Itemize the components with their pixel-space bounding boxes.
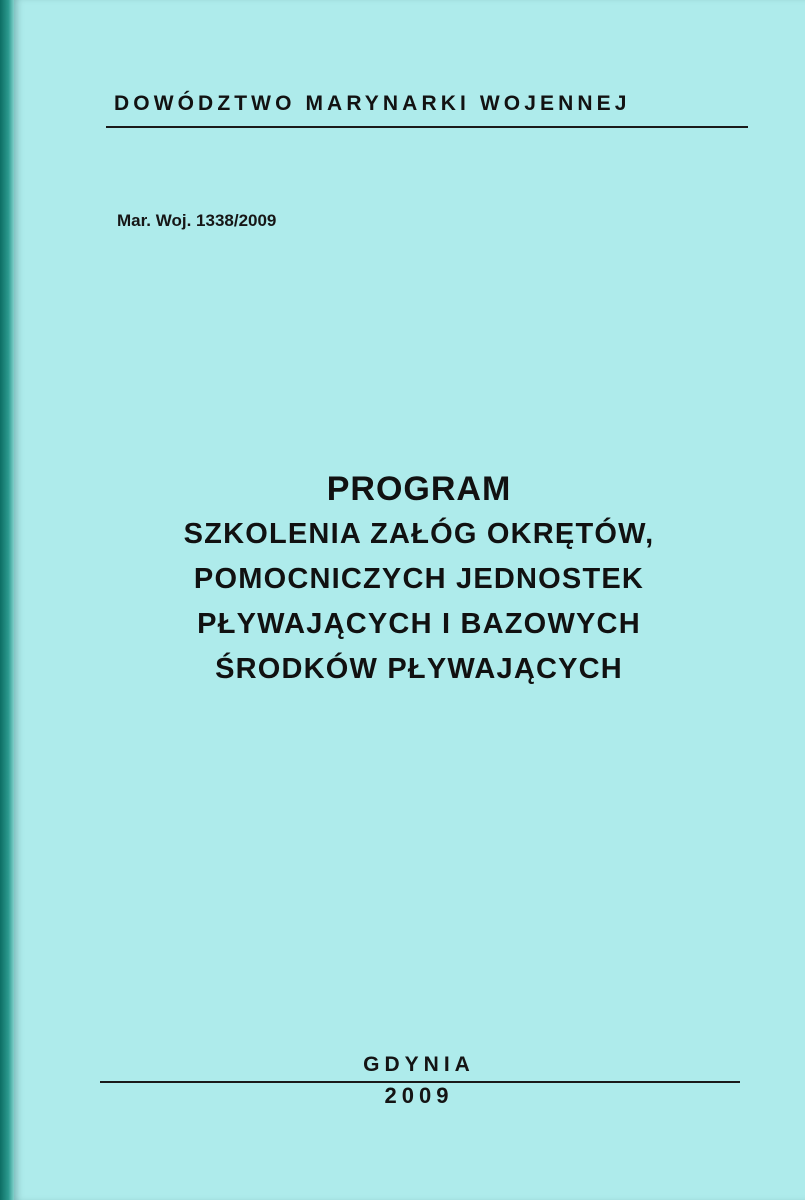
book-spine-edge (0, 0, 14, 1200)
title-main: PROGRAM (326, 470, 512, 508)
title-line-3: PŁYWAJĄCYCH I BAZOWYCH (197, 608, 641, 640)
title-line-1: SZKOLENIA ZAŁÓG OKRĘTÓW, (183, 518, 655, 550)
title-line-2: POMOCNICZYCH JEDNOSTEK (193, 563, 645, 595)
publication-year: 2009 (384, 1083, 454, 1108)
publication-city: GDYNIA (363, 1053, 475, 1076)
title-line-4: ŚRODKÓW PŁYWAJĄCYCH (215, 653, 623, 685)
title-block (114, 466, 724, 692)
publisher-name: DOWÓDZTWO MARYNARKI WOJENNEJ (114, 92, 631, 115)
document-reference-number: Mar. Woj. 1338/2009 (117, 211, 277, 230)
book-cover (14, 0, 805, 1200)
top-rule (106, 126, 748, 128)
